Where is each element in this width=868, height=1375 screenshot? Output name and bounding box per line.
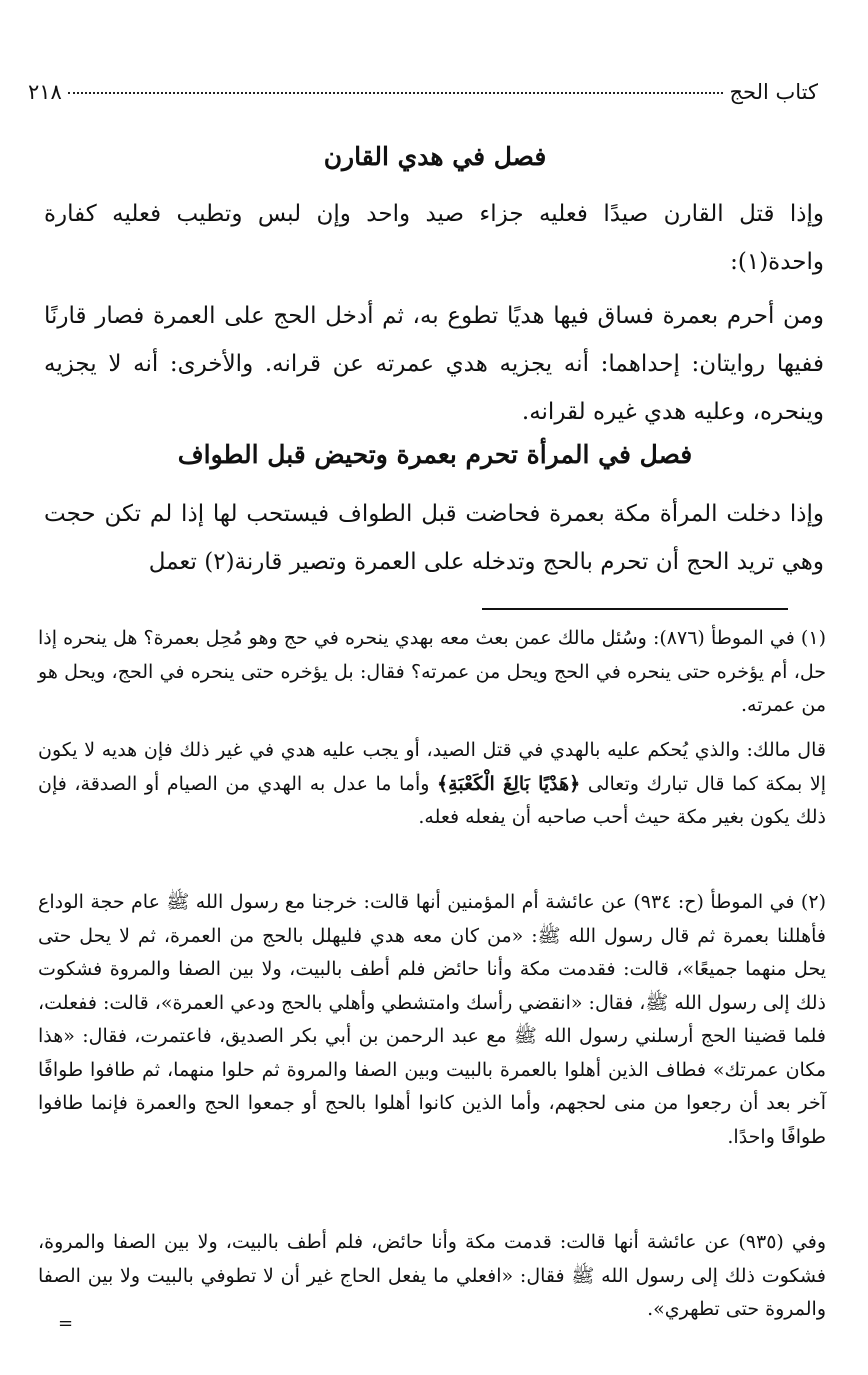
body-paragraph: ومن أحرم بعمرة فساق فيها هديًا تطوع به، ثم أدخل الحج على العمرة فصار قارنًا ففيها روايتان: إحداهما: أنه يجزيه هدي عمرته عن قرانه. والأخرى: أنه لا يجزيه وينحره، وعليه هدي غيره لقرانه.: [44, 303, 824, 425]
header-dot-leader: [68, 92, 724, 94]
body-paragraph: وإذا قتل القارن صيدًا فعليه جزاء صيد واحد وإن لبس وتطيب فعليه كفارة واحدة(١):: [44, 201, 824, 275]
continuation-mark: =: [58, 1313, 74, 1334]
quran-verse: ﴿هَدْيًا بَالِغَ الْكَعْبَةِ﴾: [437, 772, 581, 795]
footnote-separator: [482, 608, 788, 610]
page-number: ٢١٨: [28, 80, 62, 104]
footnote-text: قال مالك: والذي يُحكم عليه بالهدي في قتل الصيد، أو يجب عليه هدي في غير ذلك فإن هديه لا يكون إلا بمكة كما قال تبارك وتعالى: [38, 739, 827, 795]
footnote-2: (٢) في الموطأ (ح: ٩٣٤) عن عائشة أم المؤمنين أنها قالت: خرجنا مع رسول الله ﷺ عام حجة الوداع فأهللنا بعمرة ثم قال رسول الله ﷺ: «من كان معه هدي فليهلل بالحج من العمرة، ثم لا يحل حتى يحل منهما جميعًا»، قالت: فقدمت مكة وأنا حائض فلم أطف بالبيت، ولا بين الصفا والمروة فشكوت ذلك إلى رسول الله ﷺ، فقال: «انقضي رأسك وامتشطي وأهلي بالحج ودعي العمرة»، قالت: ففعلت، فلما قضينا الحج أرسلني رسول الله ﷺ مع عبد الرحمن بن أبي بكر الصديق، فاعتمرت، فقال: «هذا مكان عمرتك» فطاف الذين أهلوا بالعمرة بالبيت وبين الصفا والمروة ثم حلوا منهما، ثم طافوا طوافًا آخر بعد أن رجعوا من منى لحجهم، وأما الذين كانوا أهلوا بالحج أو جمعوا الحج والعمرة فإنما طافوا طوافًا واحدًا.: [38, 891, 826, 1148]
running-header: [28, 80, 818, 104]
footnote-1-continued: [38, 734, 826, 835]
footnote-1: (١) في الموطأ (٨٧٦): وسُئل مالك عمن بعث معه بهدي ينحره في حج وهو مُحِل بعمرة؟ هل ينحره إذا حل، أم يؤخره حتى ينحره في الحج ويحل من عمرته؟ فقال: بل يؤخره حتى ينحره في الحج، ويحل هو من عمرته.: [38, 627, 826, 716]
section-heading: فصل في هدي القارن: [323, 142, 547, 171]
book-title: كتاب الحج: [729, 80, 818, 104]
footnote-text: وأما ما عدل به الهدي من الصيام أو الصدقة، فإن ذلك يكون بغير مكة حيث أحب صاحبه أن يفعله فعله.: [38, 772, 826, 828]
footnote-2-continued: وفي (٩٣٥) عن عائشة أنها قالت: قدمت مكة وأنا حائض، فلم أطف بالبيت، ولا بين الصفا والمروة، فشكوت ذلك إلى رسول الله ﷺ فقال: «افعلي ما يفعل الحاج غير أن لا تطوفي بالبيت ولا بين الصفا والمروة حتى تطهري».: [38, 1231, 826, 1320]
body-paragraph: وإذا دخلت المرأة مكة بعمرة فحاضت قبل الطواف فيستحب لها إذا لم تكن حجت وهي تريد الحج أن تحرم بالحج وتدخله على العمرة وتصير قارنة(٢) تعمل: [44, 501, 824, 575]
section-heading: فصل في المرأة تحرم بعمرة وتحيض قبل الطواف: [177, 440, 693, 469]
